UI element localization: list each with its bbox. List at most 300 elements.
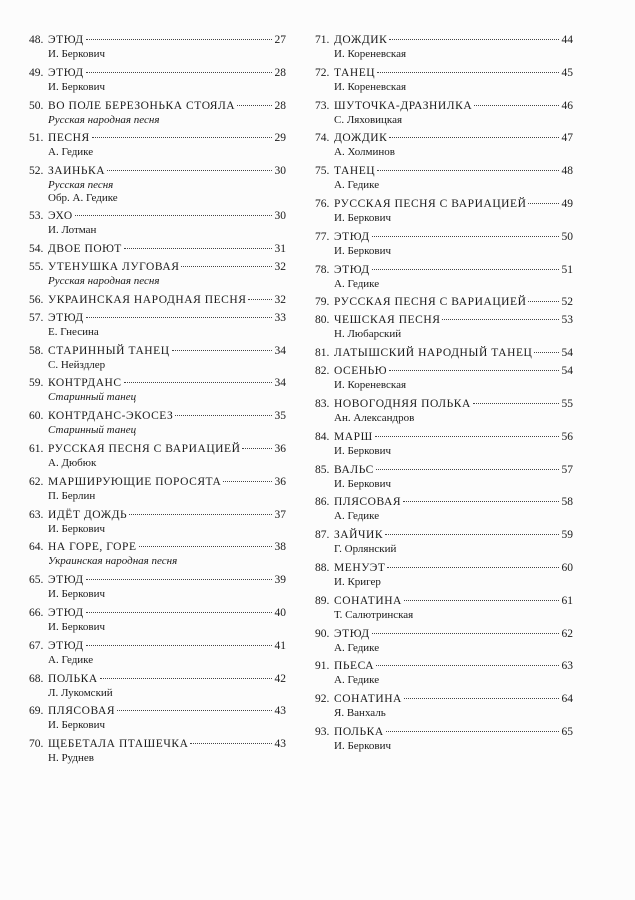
page-number: 39	[274, 574, 286, 587]
entry-composer: А. Гедике	[48, 146, 94, 159]
toc-entry[interactable]	[29, 65, 286, 98]
toc-entry-heading	[29, 241, 286, 257]
page-number: 45	[561, 66, 573, 79]
entry-title: ПЛЯСОВАЯ	[334, 496, 402, 509]
dot-leader	[100, 678, 272, 679]
toc-entry-heading	[315, 65, 573, 81]
entry-number: 59.	[29, 377, 44, 390]
toc-entry-heading	[315, 32, 573, 48]
page-number: 30	[274, 165, 286, 178]
page-number: 35	[274, 410, 286, 423]
entry-title: ЛАТЫШСКИЙ НАРОДНЫЙ ТАНЕЦ	[334, 347, 533, 360]
toc-entry-heading	[29, 671, 286, 687]
toc-entry[interactable]	[315, 262, 573, 295]
entry-title: ИДЁТ ДОЖДЬ	[48, 508, 128, 521]
page-number: 46	[561, 99, 573, 112]
toc-entry-heading	[29, 208, 286, 224]
toc-entry-heading	[315, 98, 573, 114]
entry-composer: И. Беркович	[334, 211, 392, 224]
toc-entry-heading	[29, 32, 286, 48]
entry-composer: И. Лотман	[48, 224, 97, 237]
entry-composer: И. Кореневская	[334, 379, 407, 392]
entry-number: 68.	[29, 672, 44, 685]
toc-entry[interactable]	[29, 32, 286, 65]
dot-leader	[86, 645, 272, 646]
toc-entry[interactable]	[29, 208, 286, 241]
entry-number: 93.	[315, 725, 330, 738]
entry-number: 65.	[29, 574, 44, 587]
toc-entry[interactable]	[315, 462, 573, 495]
dot-leader	[387, 567, 559, 568]
dot-leader	[404, 698, 559, 699]
entry-composer: И. Кореневская	[334, 48, 407, 60]
entry-title: ЭТЮД	[48, 66, 84, 79]
entry-title: ЭТЮД	[48, 574, 84, 587]
toc-entry-heading	[29, 474, 286, 490]
toc-entry[interactable]	[29, 130, 286, 163]
entry-title: КОНТРДАНС	[48, 377, 122, 390]
page-number: 43	[274, 705, 286, 718]
entry-title: КОНТРДАНС-ЭКОСЕЗ	[48, 410, 174, 423]
entry-title: ЧЕШСКАЯ ПЕСНЯ	[334, 314, 441, 327]
toc-entry[interactable]	[315, 65, 573, 98]
toc-entry-heading	[29, 65, 286, 81]
dot-leader	[242, 448, 272, 449]
toc-entry-heading	[315, 163, 573, 179]
entry-number: 66.	[29, 606, 44, 619]
toc-entry-heading	[315, 130, 573, 146]
dot-leader	[223, 481, 272, 482]
entry-composer: Н. Руднев	[48, 752, 94, 765]
entry-number: 84.	[315, 430, 330, 443]
toc-entry[interactable]	[29, 605, 286, 638]
entry-composer: И. Беркович	[334, 477, 392, 490]
entry-title: ЭТЮД	[48, 34, 84, 46]
toc-entry-heading	[315, 462, 573, 478]
toc-entry-heading	[315, 626, 573, 642]
toc-entry[interactable]	[315, 691, 573, 724]
entry-title: СТАРИННЫЙ ТАНЕЦ	[48, 344, 170, 357]
entry-number: 85.	[315, 463, 330, 476]
dot-leader	[404, 600, 559, 601]
toc-entry-heading	[315, 312, 573, 328]
toc-entry[interactable]	[29, 671, 286, 704]
dot-leader	[129, 514, 272, 515]
entry-composer: А. Гедике	[334, 674, 380, 687]
dot-leader	[86, 317, 272, 318]
page-number: 38	[274, 541, 286, 554]
dot-leader	[528, 203, 559, 204]
entry-number: 56.	[29, 293, 44, 306]
entry-composer: А. Гедике	[334, 641, 380, 654]
page-number: 62	[561, 627, 573, 640]
page-number: 44	[561, 34, 573, 46]
entry-source: Старинный танец	[48, 391, 137, 404]
entry-title: СОНАТИНА	[334, 693, 402, 706]
dot-leader	[372, 236, 559, 237]
dot-leader	[86, 612, 272, 613]
dot-leader	[172, 350, 272, 351]
entry-title: УТЕНУШКА ЛУГОВАЯ	[48, 260, 180, 273]
page-number: 32	[274, 260, 286, 273]
entry-title: ДОЖДИК	[334, 34, 388, 46]
entry-composer: И. Беркович	[334, 444, 392, 457]
dot-leader	[377, 170, 559, 171]
dot-leader	[248, 299, 272, 300]
dot-leader	[190, 743, 272, 744]
toc-entry[interactable]	[315, 626, 573, 659]
entry-number: 63.	[29, 508, 44, 521]
toc-entry-heading	[29, 130, 286, 146]
entry-title: ЭТЮД	[48, 639, 84, 652]
toc-entry-heading	[29, 98, 286, 114]
page-number: 42	[274, 672, 286, 685]
entry-number: 74.	[315, 132, 330, 145]
entry-number: 73.	[315, 99, 330, 112]
toc-entry[interactable]	[315, 196, 573, 229]
dot-leader	[181, 266, 272, 267]
dot-leader	[175, 415, 272, 416]
page-number: 53	[561, 314, 573, 327]
toc-entry[interactable]	[315, 527, 573, 560]
toc-entry[interactable]	[315, 229, 573, 262]
toc-entry[interactable]	[315, 658, 573, 691]
toc-entry-heading	[315, 691, 573, 707]
entry-composer: И. Беркович	[48, 48, 106, 60]
entry-title: ЭТЮД	[48, 606, 84, 619]
entry-number: 49.	[29, 66, 44, 79]
page-number: 63	[561, 660, 573, 673]
toc-entry-heading	[315, 494, 573, 510]
page-number: 54	[561, 347, 573, 360]
toc-entry[interactable]	[29, 441, 286, 474]
toc-entry-heading	[315, 363, 573, 379]
toc-entry[interactable]	[29, 259, 286, 292]
page-number: 36	[274, 475, 286, 488]
toc-entry-heading	[29, 572, 286, 588]
entry-number: 62.	[29, 475, 44, 488]
entry-number: 83.	[315, 397, 330, 410]
entry-title: ЗАЙЧИК	[334, 529, 384, 542]
entry-composer: И. Беркович	[48, 80, 106, 93]
entry-number: 70.	[29, 738, 44, 751]
toc-entry-heading	[29, 343, 286, 359]
toc-entry[interactable]	[315, 294, 573, 312]
entry-title: ЩЕБЕТАЛА ПТАШЕЧКА	[48, 738, 189, 751]
toc-entry[interactable]	[29, 507, 286, 540]
dot-leader	[386, 731, 559, 732]
toc-entry-heading	[29, 736, 286, 752]
entry-title: НА ГОРЕ, ГОРЕ	[48, 541, 137, 554]
toc-entry-heading	[29, 292, 286, 308]
entry-number: 78.	[315, 263, 330, 276]
toc-entry-heading	[315, 593, 573, 609]
entry-composer: С. Нейздлер	[48, 358, 106, 371]
toc-entry-heading	[315, 345, 573, 361]
entry-composer: С. Ляховицкая	[334, 113, 403, 126]
entry-title: ПЛЯСОВАЯ	[48, 705, 116, 718]
dot-leader	[124, 382, 272, 383]
page-number: 64	[561, 693, 573, 706]
page-number: 55	[561, 397, 573, 410]
toc-entry[interactable]	[315, 32, 573, 65]
entry-title: ПОЛЬКА	[48, 672, 98, 685]
dot-leader	[403, 501, 559, 502]
page-number: 65	[561, 725, 573, 738]
page-number: 59	[561, 529, 573, 542]
entry-title: ТАНЕЦ	[334, 165, 376, 178]
entry-title: ЭХО	[48, 210, 73, 223]
entry-source: Украинская народная песня	[48, 555, 178, 568]
entry-source: Старинный танец	[48, 424, 137, 437]
page-number: 43	[274, 738, 286, 751]
page-number: 51	[561, 263, 573, 276]
entry-number: 75.	[315, 165, 330, 178]
entry-title: ПЕСНЯ	[48, 132, 90, 145]
entry-source: Русская песня	[48, 179, 114, 192]
entry-number: 77.	[315, 230, 330, 243]
dot-leader	[473, 403, 559, 404]
toc-entry[interactable]	[29, 539, 286, 572]
dot-leader	[372, 633, 559, 634]
entry-number: 48.	[29, 34, 44, 46]
entry-number: 69.	[29, 705, 44, 718]
entry-title: ДВОЕ ПОЮТ	[48, 242, 122, 255]
toc-entry-heading	[315, 262, 573, 278]
toc-entry[interactable]	[315, 396, 573, 429]
entry-title: МАРШИРУЮЩИЕ ПОРОСЯТА	[48, 475, 222, 488]
toc-entry[interactable]	[29, 408, 286, 441]
page-number: 49	[561, 197, 573, 210]
page-number: 28	[274, 99, 286, 112]
entry-composer: А. Гедике	[334, 510, 380, 523]
dot-leader	[86, 72, 272, 73]
entry-number: 53.	[29, 210, 44, 223]
dot-leader	[75, 215, 272, 216]
toc-entry[interactable]	[29, 163, 286, 208]
dot-leader	[389, 370, 559, 371]
toc-entry-heading	[29, 703, 286, 719]
entry-number: 67.	[29, 639, 44, 652]
entry-composer: И. Беркович	[334, 244, 392, 257]
dot-leader	[372, 269, 559, 270]
toc-entry-heading	[315, 229, 573, 245]
toc-entry-heading	[29, 310, 286, 326]
page-number: 58	[561, 496, 573, 509]
dot-leader	[442, 319, 559, 320]
entry-title: МЕНУЭТ	[334, 561, 386, 574]
entry-composer: А. Дюбюк	[48, 456, 97, 469]
entry-number: 64.	[29, 541, 44, 554]
dot-leader	[389, 39, 559, 40]
entry-number: 50.	[29, 99, 44, 112]
dot-leader	[375, 436, 559, 437]
entry-number: 91.	[315, 660, 330, 673]
toc-entry[interactable]	[315, 345, 573, 363]
entry-number: 82.	[315, 365, 330, 378]
entry-title: ЭТЮД	[48, 311, 84, 324]
toc-entry[interactable]	[315, 724, 573, 757]
entry-number: 58.	[29, 344, 44, 357]
entry-number: 88.	[315, 561, 330, 574]
toc-entry-heading	[29, 441, 286, 457]
dot-leader	[139, 546, 272, 547]
page-number: 50	[561, 230, 573, 243]
entry-number: 71.	[315, 34, 330, 46]
toc-entry-heading	[315, 396, 573, 412]
entry-composer: И. Беркович	[48, 719, 106, 732]
entry-title: ВАЛЬС	[334, 463, 374, 476]
toc-entry[interactable]	[29, 292, 286, 310]
entry-number: 79.	[315, 296, 330, 309]
dot-leader	[474, 105, 559, 106]
dot-leader	[389, 137, 559, 138]
toc-entry[interactable]	[315, 593, 573, 626]
entry-composer: И. Беркович	[334, 739, 392, 752]
page-number: 57	[561, 463, 573, 476]
entry-composer: А. Гедике	[48, 653, 94, 666]
entry-number: 81.	[315, 347, 330, 360]
entry-title: ДОЖДИК	[334, 132, 388, 145]
dot-leader	[117, 710, 272, 711]
entry-source: Русская народная песня	[48, 274, 160, 287]
entry-number: 60.	[29, 410, 44, 423]
page-number: 52	[561, 296, 573, 309]
entry-composer: Обр. А. Гедике	[48, 192, 118, 205]
page-number: 60	[561, 561, 573, 574]
toc-entry[interactable]	[315, 560, 573, 593]
page-number: 29	[274, 132, 286, 145]
toc-entry-heading	[29, 163, 286, 179]
toc-entry[interactable]	[29, 474, 286, 507]
dot-leader	[86, 39, 272, 40]
entry-title: МАРШ	[334, 430, 373, 443]
entry-number: 57.	[29, 311, 44, 324]
toc-entry-heading	[29, 375, 286, 391]
entry-number: 72.	[315, 66, 330, 79]
entry-number: 51.	[29, 132, 44, 145]
dot-leader	[107, 170, 272, 171]
toc-column-left	[29, 32, 286, 769]
toc-entry-heading	[315, 429, 573, 445]
entry-composer: Н. Любарский	[334, 328, 402, 341]
page-number: 36	[274, 442, 286, 455]
toc-entry[interactable]	[29, 98, 286, 131]
toc-entry-heading	[29, 605, 286, 621]
entry-composer: И. Кореневская	[334, 80, 407, 93]
toc-entry-heading	[29, 408, 286, 424]
toc-entry[interactable]	[315, 98, 573, 131]
entry-composer: А. Холминов	[334, 146, 395, 159]
page-number: 61	[561, 594, 573, 607]
entry-number: 80.	[315, 314, 330, 327]
entry-title: ЭТЮД	[334, 230, 370, 243]
entry-title: СОНАТИНА	[334, 594, 402, 607]
toc-entry[interactable]	[315, 363, 573, 396]
toc-entry-heading	[29, 259, 286, 275]
dot-leader	[534, 352, 559, 353]
toc-entry[interactable]	[29, 310, 286, 343]
page-number: 32	[274, 293, 286, 306]
entry-title: ПОЛЬКА	[334, 725, 384, 738]
page-number: 34	[274, 344, 286, 357]
toc-entry-heading	[315, 196, 573, 212]
entry-composer: А. Гедике	[334, 179, 380, 192]
toc-entry-heading	[29, 539, 286, 555]
page-number: 37	[274, 508, 286, 521]
entry-title: ЭТЮД	[334, 627, 370, 640]
entry-title: ВО ПОЛЕ БЕРЕЗОНЬКА СТОЯЛА	[48, 99, 236, 112]
dot-leader	[237, 105, 272, 106]
toc-entry[interactable]	[315, 163, 573, 196]
toc-entry-heading	[29, 638, 286, 654]
entry-number: 55.	[29, 260, 44, 273]
dot-leader	[376, 665, 559, 666]
page-number: 56	[561, 430, 573, 443]
toc-entry[interactable]	[29, 241, 286, 259]
page-number: 41	[274, 639, 286, 652]
page-number: 27	[274, 34, 286, 46]
toc-entry[interactable]	[29, 703, 286, 736]
entry-title: ТАНЕЦ	[334, 66, 376, 79]
entry-title: РУССКАЯ ПЕСНЯ С ВАРИАЦИЕЙ	[334, 296, 527, 309]
toc-entry[interactable]	[29, 343, 286, 376]
page-number: 28	[274, 66, 286, 79]
toc-entry[interactable]	[315, 312, 573, 345]
entry-number: 87.	[315, 529, 330, 542]
toc-entry[interactable]	[315, 429, 573, 462]
entry-composer: Л. Лукомский	[48, 686, 113, 699]
page-number: 48	[561, 165, 573, 178]
entry-title: НОВОГОДНЯЯ ПОЛЬКА	[334, 397, 471, 410]
toc-entry[interactable]	[29, 572, 286, 605]
entry-number: 54.	[29, 242, 44, 255]
entry-title: ПЬЕСА	[334, 660, 375, 673]
toc-entry[interactable]	[29, 736, 286, 769]
entry-composer: И. Беркович	[48, 588, 106, 601]
page-number: 47	[561, 132, 573, 145]
entry-number: 61.	[29, 442, 44, 455]
entry-composer: П. Берлин	[48, 489, 96, 502]
entry-title: ЗАИНЬКА	[48, 165, 106, 178]
page-number: 40	[274, 606, 286, 619]
entry-number: 90.	[315, 627, 330, 640]
page-number: 31	[274, 242, 286, 255]
toc-entry[interactable]	[315, 494, 573, 527]
entry-title: РУССКАЯ ПЕСНЯ С ВАРИАЦИЕЙ	[334, 197, 527, 210]
toc-column-right	[315, 32, 573, 757]
toc-entry[interactable]	[315, 130, 573, 163]
page-number: 33	[274, 311, 286, 324]
entry-composer: Ан. Александров	[334, 411, 415, 424]
toc-entry-heading	[315, 724, 573, 740]
entry-source: Русская народная песня	[48, 113, 160, 126]
entry-title: ЭТЮД	[334, 263, 370, 276]
toc-entry-heading	[29, 507, 286, 523]
page-number: 34	[274, 377, 286, 390]
toc-entry[interactable]	[29, 375, 286, 408]
toc-entry-heading	[315, 527, 573, 543]
entry-composer: А. Гедике	[334, 277, 380, 290]
entry-number: 76.	[315, 197, 330, 210]
toc-entry[interactable]	[29, 638, 286, 671]
dot-leader	[528, 301, 559, 302]
page-number: 30	[274, 210, 286, 223]
dot-leader	[92, 137, 272, 138]
dot-leader	[385, 534, 559, 535]
entry-composer: И. Беркович	[48, 522, 106, 535]
entry-title: УКРАИНСКАЯ НАРОДНАЯ ПЕСНЯ	[48, 293, 247, 306]
